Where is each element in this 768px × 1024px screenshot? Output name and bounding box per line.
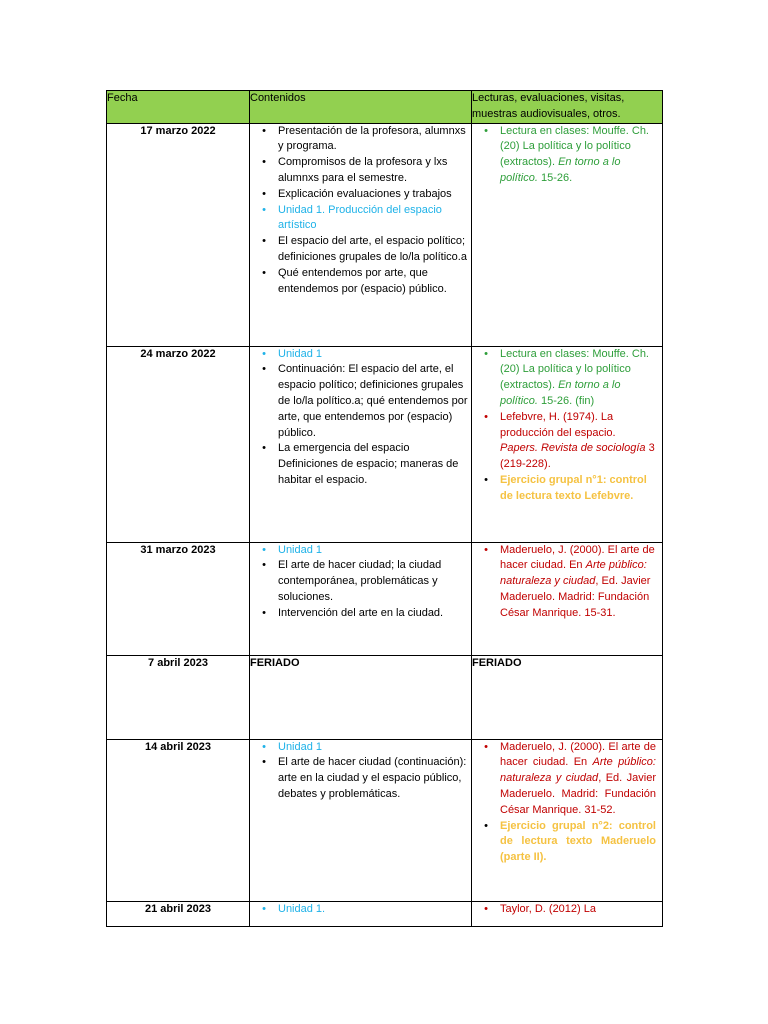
table-row — [107, 346, 663, 542]
bullet-icon: • — [262, 756, 266, 769]
bullet-icon: • — [484, 410, 488, 423]
reading-item: • Lefebvre, H. (1974). La producción del espacio. Papers. Revista de sociología 3 (219-228). — [472, 410, 662, 473]
table-row — [107, 739, 663, 901]
reading-item: • Lectura en clases: Mouffe. Ch. (20) La política y lo político (extractos). En torno a lo político. 15-26. (fin) — [472, 347, 662, 410]
header-contenidos: Contenidos — [250, 91, 472, 124]
reading-item: • Maderuelo, J. (2000). El arte de hacer ciudad. En Arte público: naturaleza y ciudad, Ed. Javier Maderuelo. Madrid: Fundación César Manrique. 15-31. — [472, 543, 662, 622]
bullet-icon: • — [262, 235, 266, 248]
list-item: • Explicación evaluaciones y trabajos — [250, 187, 471, 203]
reading-item: • Taylor, D. (2012) La — [472, 902, 662, 918]
bullet-icon: • — [484, 902, 488, 915]
list-item: • La emergencia del espacio Definiciones de espacio; maneras de habitar el espacio. — [250, 441, 471, 488]
row-contents — [250, 901, 472, 926]
row-contents — [250, 542, 472, 655]
bullet-icon: • — [262, 740, 266, 753]
bullet-icon: • — [484, 347, 488, 360]
list-item: • Continuación: El espacio del arte, el espacio político; definiciones grupales de lo/la político.a; qué entendemos por arte, que entendemos por (espacio) público. — [250, 362, 471, 441]
bullet-icon: • — [262, 559, 266, 572]
table-row — [107, 901, 663, 926]
header-fecha: Fecha — [107, 91, 250, 124]
bullet-icon: • — [484, 819, 488, 832]
header-lecturas: Lecturas, evaluaciones, visitas, muestras audiovisuales, otros. — [472, 91, 663, 124]
bullet-icon: • — [262, 606, 266, 619]
row-date: 17 marzo 2022 — [107, 123, 250, 346]
bullet-icon: • — [262, 156, 266, 169]
bullet-icon: • — [262, 187, 266, 200]
bullet-icon: • — [484, 473, 488, 486]
row-date: 7 abril 2023 — [107, 655, 250, 739]
row-readings — [472, 901, 663, 926]
bullet-icon: • — [262, 442, 266, 455]
row-contents — [250, 739, 472, 901]
reading-item: • Lectura en clases: Mouffe. Ch. (20) La política y lo político (extractos). En torno a lo político. 15-26. — [472, 124, 662, 187]
table-row — [107, 123, 663, 346]
row-date: 21 abril 2023 — [107, 901, 250, 926]
list-item: • El espacio del arte, el espacio político; definiciones grupales de lo/la político.a — [250, 234, 471, 266]
table-header-row — [107, 91, 663, 124]
list-item: • Unidad 1. Producción del espacio artístico — [250, 203, 471, 235]
list-item: • Unidad 1 — [250, 347, 471, 363]
list-item: • Unidad 1 — [250, 543, 471, 559]
feriado-label: FERIADO — [250, 655, 472, 739]
bullet-icon: • — [262, 363, 266, 376]
list-item: • Presentación de la profesora, alumnxs y programa. — [250, 124, 471, 156]
list-item: • Intervención del arte en la ciudad. — [250, 606, 471, 622]
row-contents — [250, 346, 472, 542]
exercise-item: • Ejercicio grupal n°2: control de lectura texto Maderuelo (parte II). — [472, 819, 662, 866]
list-item: • El arte de hacer ciudad (continuación): arte en la ciudad y el espacio público, debates y problemáticas. — [250, 755, 471, 802]
bullet-icon: • — [262, 902, 266, 915]
bullet-icon: • — [262, 124, 266, 137]
bullet-icon: • — [484, 124, 488, 137]
bullet-icon: • — [262, 347, 266, 360]
bullet-icon: • — [484, 543, 488, 556]
bullet-icon: • — [262, 266, 266, 279]
row-readings — [472, 123, 663, 346]
row-readings — [472, 346, 663, 542]
table-row — [107, 542, 663, 655]
row-date: 14 abril 2023 — [107, 739, 250, 901]
reading-item: • Maderuelo, J. (2000). El arte de hacer ciudad. En Arte público: naturaleza y ciudad, Ed. Javier Maderuelo. Madrid: Fundación César Manrique. 31-52. — [472, 740, 662, 819]
row-readings — [472, 739, 663, 901]
row-contents — [250, 123, 472, 346]
bullet-icon: • — [262, 543, 266, 556]
exercise-item: • Ejercicio grupal n°1: control de lectura texto Lefebvre. — [472, 473, 662, 505]
course-schedule-table — [106, 90, 663, 927]
list-item: • Qué entendemos por arte, que entendemos por (espacio) público. — [250, 266, 471, 298]
list-item: • El arte de hacer ciudad; la ciudad contemporánea, problemáticas y soluciones. — [250, 558, 471, 605]
row-date: 24 marzo 2022 — [107, 346, 250, 542]
feriado-label: FERIADO — [472, 655, 663, 739]
list-item: • Unidad 1 — [250, 740, 471, 756]
list-item: • Unidad 1. — [250, 902, 471, 918]
list-item: • Compromisos de la profesora y lxs alumnxs para el semestre. — [250, 155, 471, 187]
row-date: 31 marzo 2023 — [107, 542, 250, 655]
bullet-icon: • — [484, 740, 488, 753]
row-readings — [472, 542, 663, 655]
table-row — [107, 655, 663, 739]
bullet-icon: • — [262, 203, 266, 216]
